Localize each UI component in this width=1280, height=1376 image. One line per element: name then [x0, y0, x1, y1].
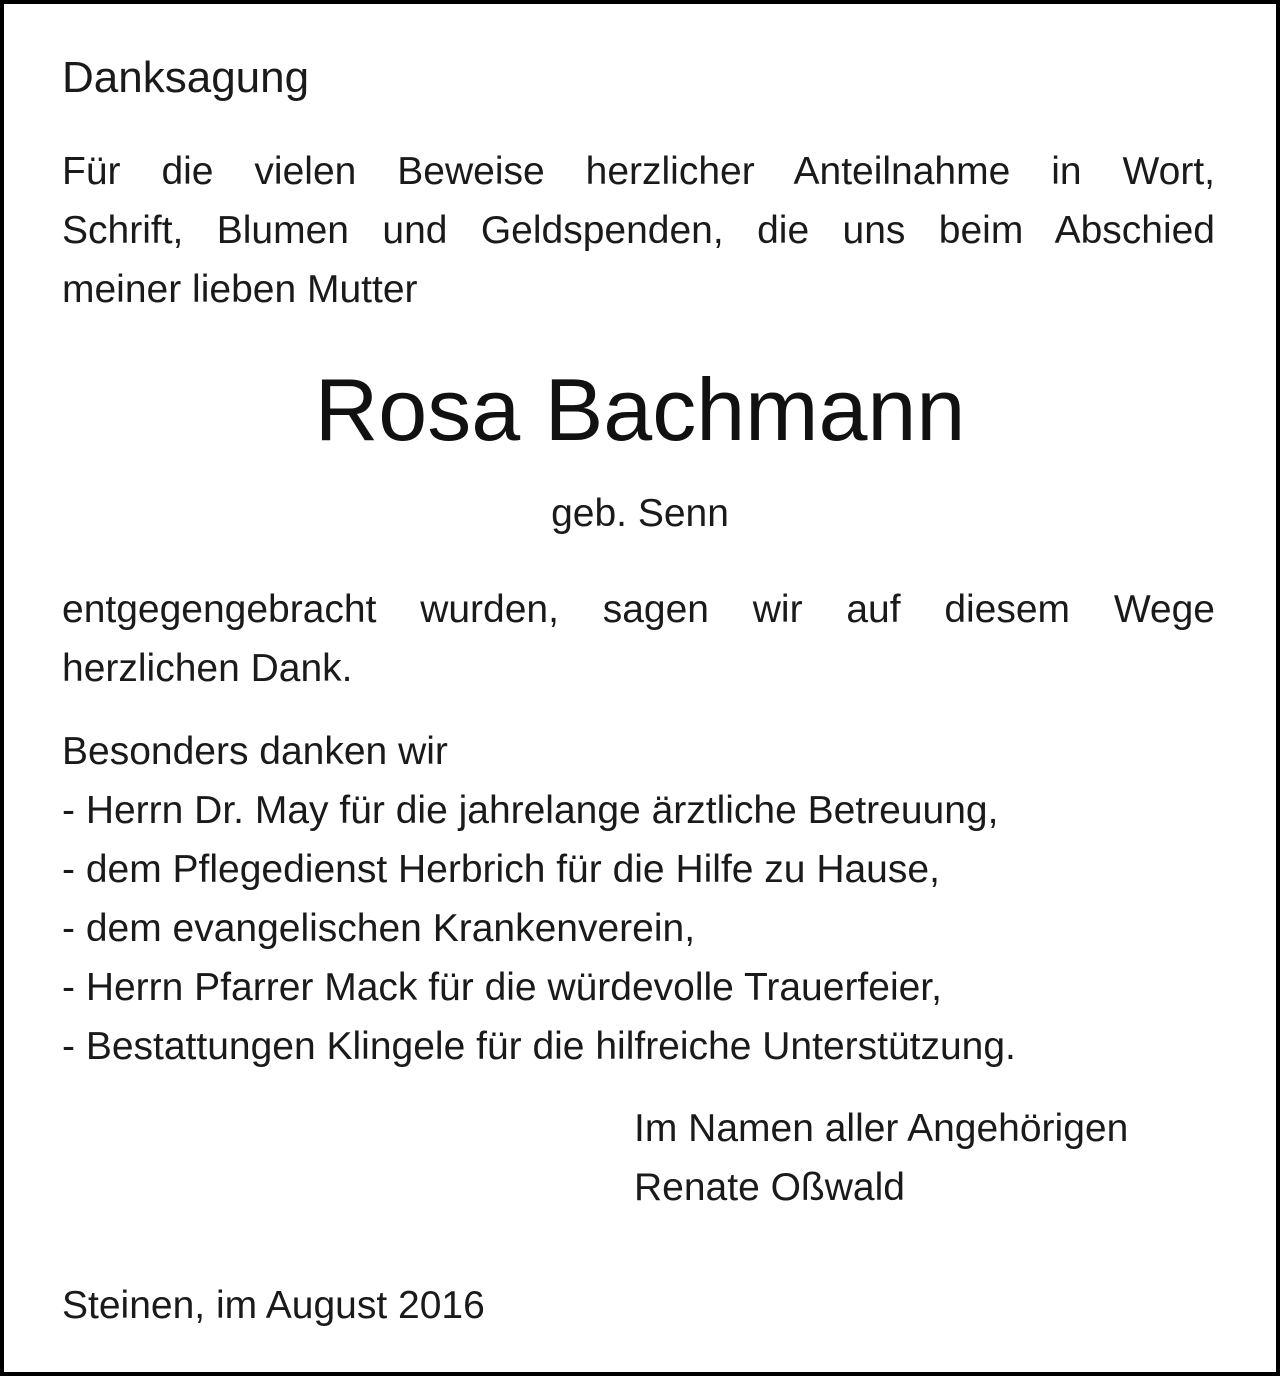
signature-line-1: Im Namen aller Angehörigen: [634, 1107, 1129, 1150]
deceased-name: Rosa Bachmann: [314, 360, 966, 459]
intro-line-1: Für die vielen Beweise herzlicher Anteilnahme in Wort,: [62, 150, 1215, 193]
special-thanks-item-5: - Bestattungen Klingele für die hilfreiche Unterstützung.: [62, 1025, 1016, 1068]
special-thanks-item-1: - Herrn Dr. May für die jahrelange ärztliche Betreuung,: [62, 789, 999, 832]
special-thanks-item-3: - dem evangelischen Krankenverein,: [62, 907, 696, 950]
special-thanks-heading: Besonders danken wir: [62, 730, 448, 773]
intro-line-2: Schrift, Blumen und Geldspenden, die uns beim Abschied: [62, 209, 1215, 252]
thanks-line-1: entgegengebracht wurden, sagen wir auf diesem Wege: [62, 588, 1215, 631]
intro-line-3: meiner lieben Mutter: [62, 268, 418, 311]
special-thanks-item-4: - Herrn Pfarrer Mack für die würdevolle Trauerfeier,: [62, 966, 942, 1009]
maiden-name: geb. Senn: [551, 492, 729, 535]
special-thanks-item-2: - dem Pflegedienst Herbrich für die Hilfe zu Hause,: [62, 848, 940, 891]
signature-name: Renate Oßwald: [634, 1166, 905, 1209]
thanks-line-2: herzlichen Dank.: [62, 647, 353, 690]
notice-heading: Danksagung: [62, 53, 310, 102]
place-date: Steinen, im August 2016: [62, 1284, 485, 1327]
